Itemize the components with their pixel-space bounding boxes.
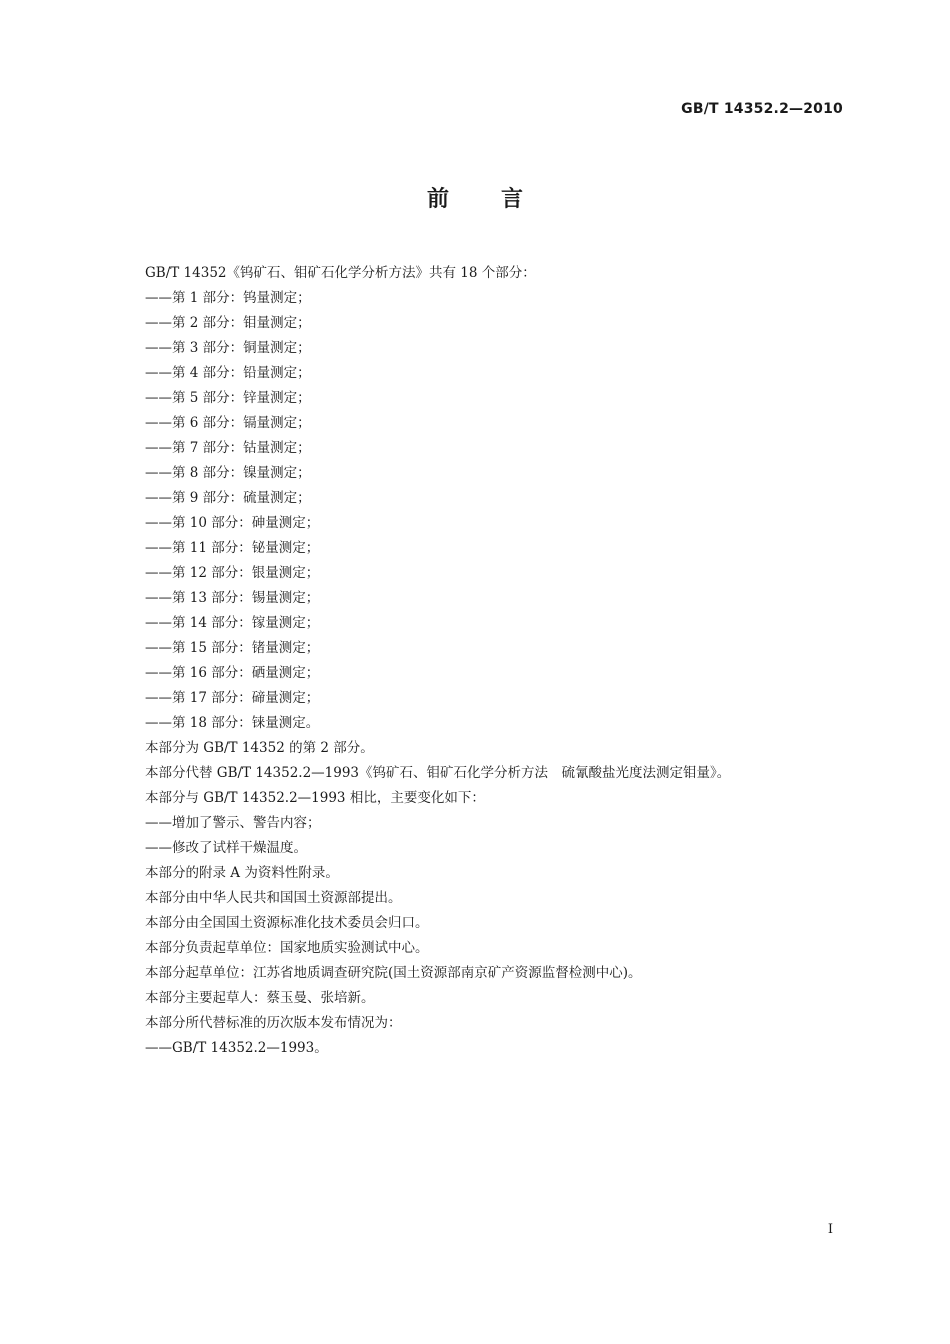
body-line: ——第 8 部分：镍量测定； <box>145 465 311 481</box>
body-line: ——第 3 部分：铜量测定； <box>145 340 311 356</box>
body-line: 本部分代替 GB/T 14352.2—1993《钨矿石、钼矿石化学分析方法 硫氰酸盐光度法测定钼量》。 <box>145 765 731 781</box>
document-code: GB/T 14352.2—2010 <box>681 101 843 117</box>
body-line: ——第 6 部分：镉量测定； <box>145 415 311 431</box>
body-line: ——第 9 部分：硫量测定； <box>145 490 311 506</box>
body-line: ——修改了试样干燥温度。 <box>145 840 307 856</box>
body-line: 本部分由中华人民共和国国土资源部提出。 <box>145 890 402 906</box>
body-line: ——增加了警示、警告内容； <box>145 815 321 831</box>
body-line: ——第 15 部分：锗量测定； <box>145 640 320 656</box>
page-title: 前言 <box>426 187 575 212</box>
body-line: ——第 2 部分：钼量测定； <box>145 315 311 331</box>
body-line: ——第 7 部分：钴量测定； <box>145 440 311 456</box>
body-line: ——第 10 部分：砷量测定； <box>145 515 320 531</box>
body-line: ——第 12 部分：银量测定； <box>145 565 320 581</box>
body-line: 本部分由全国国土资源标准化技术委员会归口。 <box>145 915 429 931</box>
body-line: ——第 14 部分：镓量测定； <box>145 615 320 631</box>
body-line: ——第 16 部分：硒量测定； <box>145 665 320 681</box>
body-line: 本部分负责起草单位：国家地质实验测试中心。 <box>145 940 429 956</box>
body-line: 本部分的附录 A 为资料性附录。 <box>145 865 339 881</box>
body-line: 本部分为 GB/T 14352 的第 2 部分。 <box>145 740 374 756</box>
body-line: ——第 11 部分：铋量测定； <box>145 540 320 556</box>
body-line: ——第 17 部分：碲量测定； <box>145 690 320 706</box>
body-line: ——GB/T 14352.2—1993。 <box>145 1040 328 1056</box>
body-line: ——第 1 部分：钨量测定； <box>145 290 311 306</box>
body-line: 本部分起草单位：江苏省地质调查研究院(国土资源部南京矿产资源监督检测中心)。 <box>145 965 642 981</box>
body-line: 本部分主要起草人：蔡玉曼、张培新。 <box>145 990 375 1006</box>
body-line: ——第 13 部分：锡量测定； <box>145 590 320 606</box>
foreword-body <box>145 261 865 1061</box>
body-line: ——第 4 部分：铅量测定； <box>145 365 311 381</box>
body-line: ——第 5 部分：锌量测定； <box>145 390 311 406</box>
body-line: ——第 18 部分：铼量测定。 <box>145 715 320 731</box>
body-line: GB/T 14352《钨矿石、钼矿石化学分析方法》共有 18 个部分： <box>145 265 536 281</box>
body-line: 本部分与 GB/T 14352.2—1993 相比，主要变化如下： <box>145 790 485 806</box>
body-line: 本部分所代替标准的历次版本发布情况为： <box>145 1015 402 1031</box>
page-number: I <box>827 1222 833 1237</box>
